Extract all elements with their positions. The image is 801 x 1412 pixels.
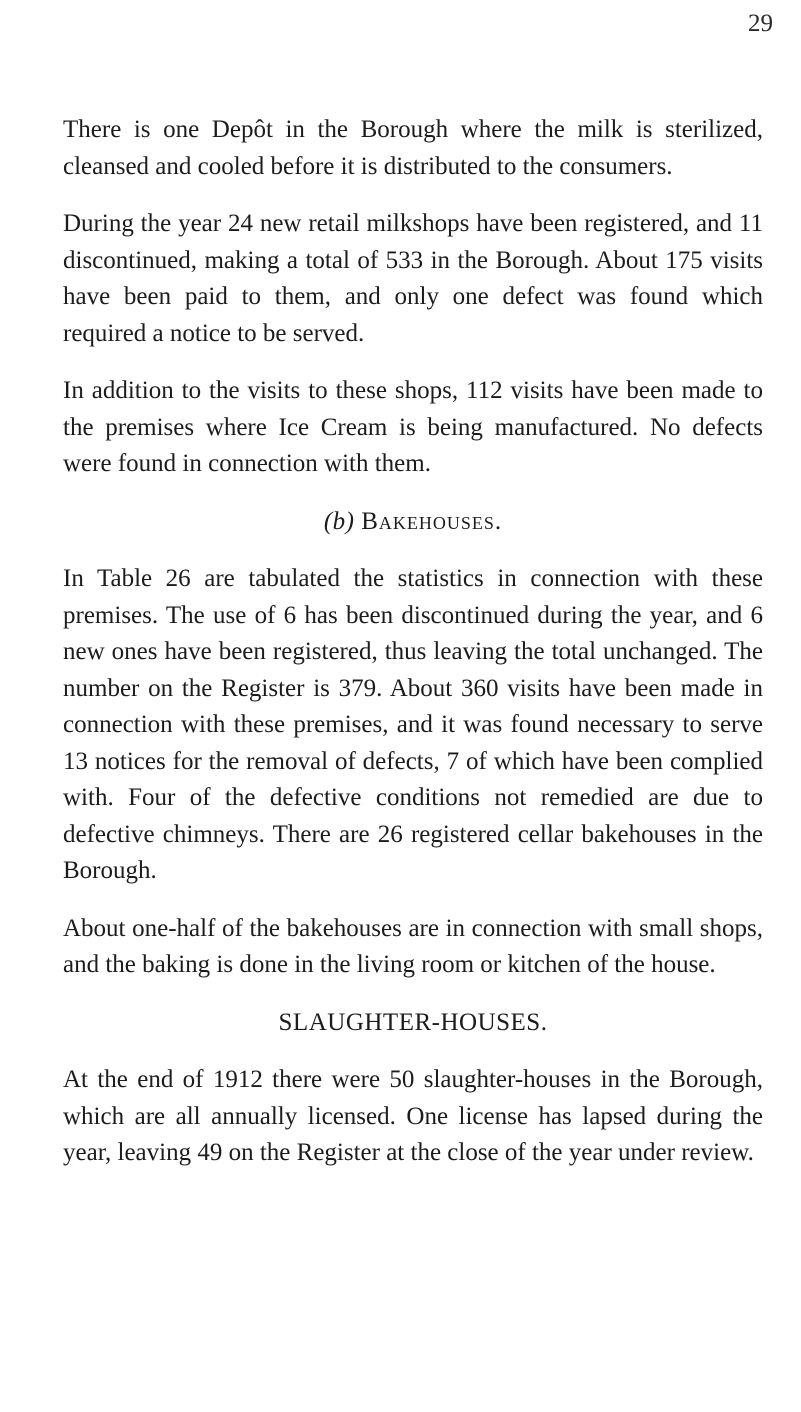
paragraph-milk-depot: There is one Depôt in the Borough where the milk is sterilized, cleansed and cooled before it is distributed to the consumers.: [63, 116, 763, 180]
paragraph-bakehouses-statistics: In Table 26 are tabulated the statistics in connection with these premises. The use of 6 has been discontinued during the year, and 6 new ones have been registered, thus leaving the total unchanged. The number on the Register is 379. About 360 visits have been made in connection with these premises, and it was found necessary to serve 13 notices for the removal of defects, 7 of which have been complied with. Four of the defective conditions not remedied are due to defective chimneys. There are 26 registered cellar bakehouses in the Borough.: [63, 565, 763, 884]
paragraph-slaughter-houses: At the end of 1912 there were 50 slaughter-houses in the Borough, which are all annually licensed. One license has lapsed during the year, leaving 49 on the Register at the close of the year under review.: [63, 1066, 763, 1166]
section-heading-slaughter-houses: SLAUGHTER-HOUSES.: [278, 1008, 548, 1036]
paragraph-milkshops: During the year 24 new retail milkshops have been registered, and 11 discontinued, making a total of 533 in the Borough. About 175 visits have been paid to them, and only one defect was found which required a notice to be served.: [63, 210, 763, 347]
section-heading-bakehouses: [63, 504, 763, 541]
page-body: [63, 112, 763, 1193]
paragraph-ice-cream: In addition to the visits to these shops, 112 visits have been made to the premises where Ice Cream is being manufactured. No defects were found in connection with them.: [63, 377, 763, 477]
section-letter: (b): [323, 507, 355, 535]
section-title: Bakehouses.: [361, 507, 503, 535]
paragraph-bakehouses-shops: About one-half of the bakehouses are in connection with small shops, and the baking is done in the living room or kitchen of the house.: [63, 914, 763, 978]
page-number: 29: [748, 10, 773, 37]
